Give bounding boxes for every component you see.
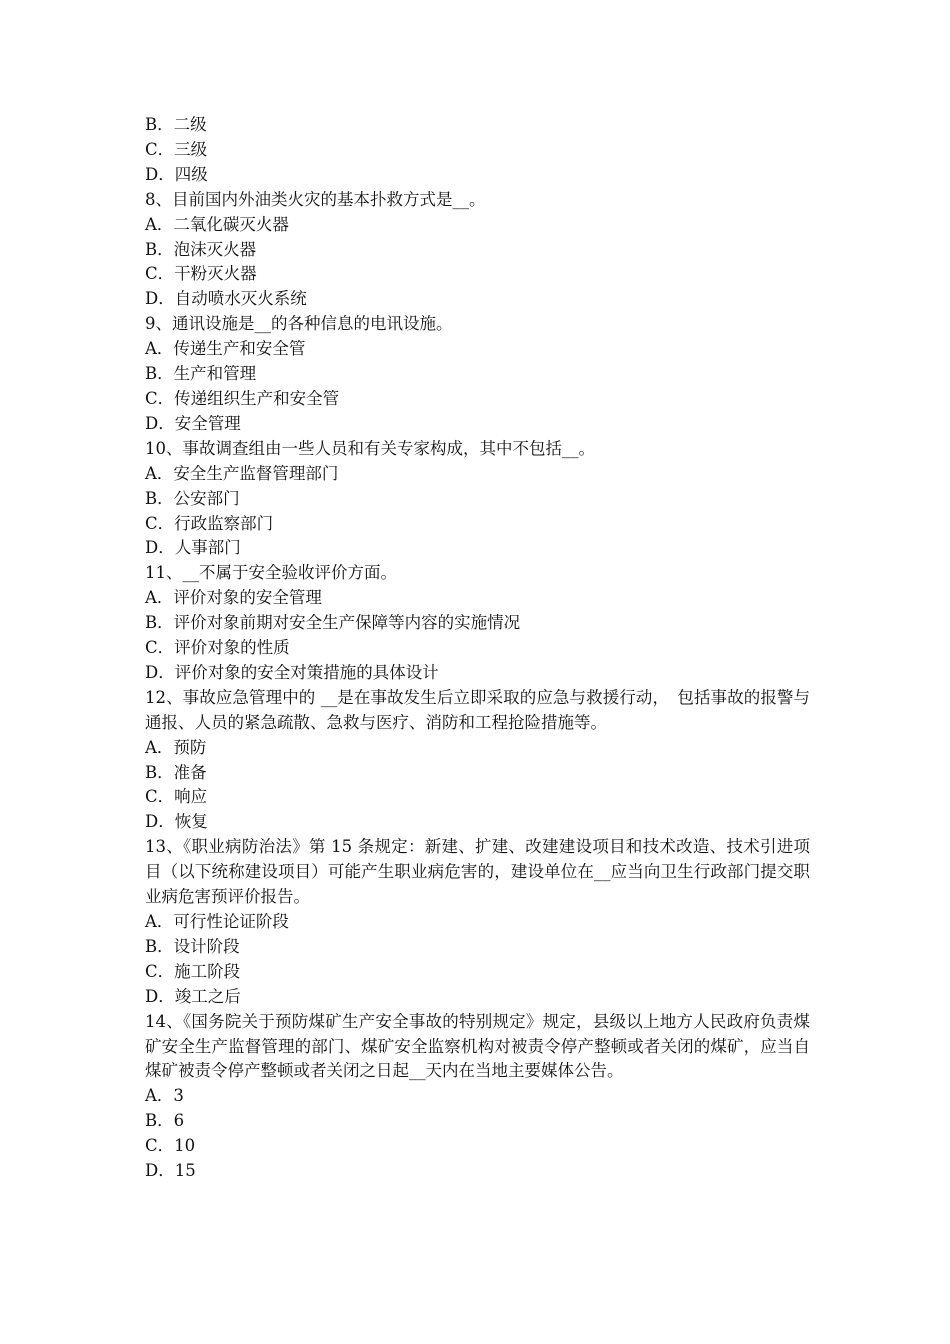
question-9: 9、通讯设施是__的各种信息的电讯设施。	[145, 314, 453, 334]
question-8: 8、目前国内外油类火灾的基本扑救方式是__。	[145, 189, 486, 209]
option-13a: A．可行性论证阶段	[145, 912, 289, 931]
question-10: 10、事故调查组由一些人员和有关专家构成，其中不包括__。	[145, 438, 595, 458]
question-12: 12、事故应急管理中的 __是在事故发生后立即采取的应急与救援行动， 包括事故的报警与通报、人员的紧急疏散、急救与医疗、消防和工程抢险措施等。	[145, 687, 810, 732]
option-9d: D．安全管理	[145, 413, 241, 433]
option-10b: B．公安部门	[145, 488, 240, 508]
option-11a: A．评价对象的安全管理	[145, 588, 322, 608]
option-13d: D．竣工之后	[145, 986, 241, 1006]
option-14a: A．3	[145, 1086, 184, 1106]
option-13c: C．施工阶段	[145, 961, 241, 981]
option-10c: C．行政监察部门	[145, 513, 274, 533]
option-14c: C．10	[145, 1136, 196, 1156]
option-10a: A．安全生产监督管理部门	[145, 463, 339, 483]
option-10d: D．人事部门	[145, 538, 241, 558]
option-11c: C．评价对象的性质	[145, 638, 290, 658]
option-8b: B．泡沫灭火器	[145, 239, 257, 259]
option-12d: D．恢复	[145, 812, 208, 832]
option-12b: B．准备	[145, 762, 207, 782]
option-14b: B．6	[145, 1111, 185, 1131]
option-8c: C．干粉灭火器	[145, 264, 257, 284]
option-12a: A．预防	[145, 737, 207, 757]
question-14: 14、《国务院关于预防煤矿生产安全事故的特别规定》规定，县级以上地方人民政府负责煤矿安全生产监督管理的部门、煤矿安全监察机构对被责令停产整顿或者关闭的煤矿，应当自煤矿被责令停产整顿或者关闭之日起__天内在当地主要媒体公告。	[145, 1011, 810, 1081]
option-prev-d: D．四级	[145, 164, 208, 184]
option-12c: C．响应	[145, 787, 208, 807]
option-prev-c: C．三级	[145, 139, 208, 159]
option-13b: B．设计阶段	[145, 936, 240, 956]
option-9c: C．传递组织生产和安全管	[145, 388, 340, 408]
option-9b: B．生产和管理	[145, 364, 257, 384]
option-8d: D．自动喷水灭火系统	[145, 289, 307, 309]
option-8b-prev: B．二级	[145, 115, 207, 134]
document-page	[145, 113, 810, 1184]
option-11b: B．评价对象前期对安全生产保障等内容的实施情况	[145, 613, 521, 633]
option-14d: D．15	[145, 1161, 196, 1181]
question-13: 13、《职业病防治法》第 15 条规定：新建、扩建、改建建设项目和技术改造、技术引进项目（以下统称建设项目）可能产生职业病危害的，建设单位在__应当向卫生行政部门提交职业病危害预评价报告。	[145, 837, 810, 907]
option-9a: A．传递生产和安全管	[145, 339, 306, 359]
option-11d: D．评价对象的安全对策措施的具体设计	[145, 662, 439, 682]
option-8a: A．二氧化碳灭火器	[145, 214, 289, 234]
question-11: 11、__不属于安全验收评价方面。	[145, 563, 397, 583]
